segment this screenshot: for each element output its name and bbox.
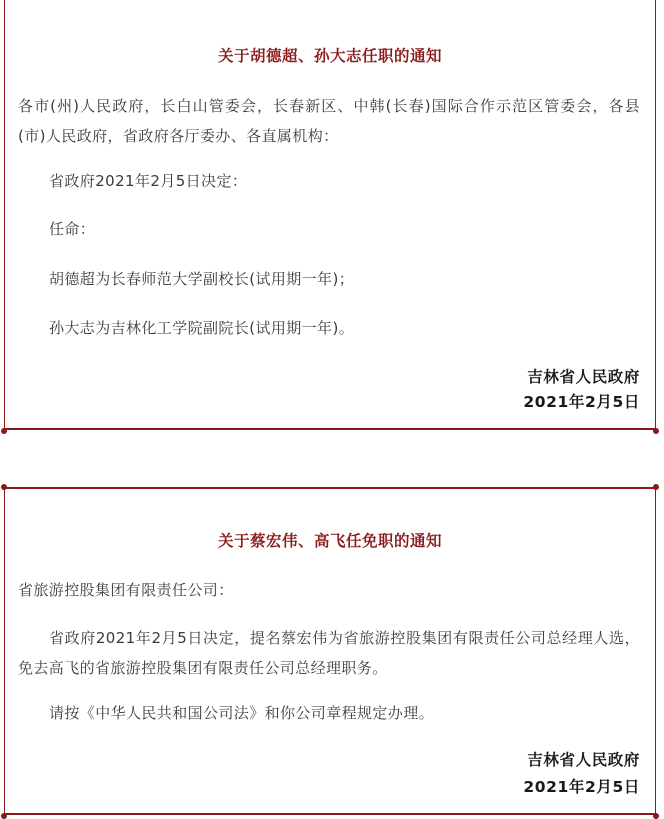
decision-text: 省政府2021年2月5日决定，提名蔡宏伟为省旅游控股集团有限责任公司总经理人选，免去高飞的省旅游控股集团有限责任公司总经理职务。 (18, 629, 640, 677)
notice-title: 关于蔡宏伟、高飞任免职的通知 (217, 532, 442, 550)
frame-bottom (4, 813, 656, 815)
appointment-item: 孙大志为吉林化工学院副院长(试用期一年)。 (49, 319, 355, 337)
frame-bottom (4, 428, 656, 430)
frame-top (4, 487, 656, 489)
notice-1 (4, 0, 656, 430)
decision-text: 省政府2021年2月5日决定： (49, 172, 248, 190)
addressee: 各市(州)人民政府，长白山管委会，长春新区、中韩(长春)国际合作示范区管委会，各县(市)人民政府，省政府各厅委办、各直属机构： (18, 97, 640, 145)
corner-dot (1, 428, 7, 434)
corner-dot (653, 813, 659, 819)
appointment-item: 胡德超为长春师范大学副校长(试用期一年)； (49, 270, 355, 288)
sign-date: 2021年2月5日 (523, 393, 640, 411)
notice-2 (4, 487, 656, 815)
signer: 吉林省人民政府 (527, 751, 640, 769)
corner-dot (1, 484, 7, 490)
corner-dot (653, 428, 659, 434)
addressee: 省旅游控股集团有限责任公司： (18, 581, 234, 599)
corner-dot (653, 484, 659, 490)
corner-dot (1, 813, 7, 819)
sign-date: 2021年2月5日 (523, 778, 640, 796)
signer: 吉林省人民政府 (527, 368, 640, 386)
appoint-label: 任命： (49, 220, 96, 238)
notice-title: 关于胡德超、孙大志任职的通知 (217, 47, 442, 65)
instruction-text: 请按《中华人民共和国公司法》和你公司章程规定办理。 (49, 704, 435, 722)
